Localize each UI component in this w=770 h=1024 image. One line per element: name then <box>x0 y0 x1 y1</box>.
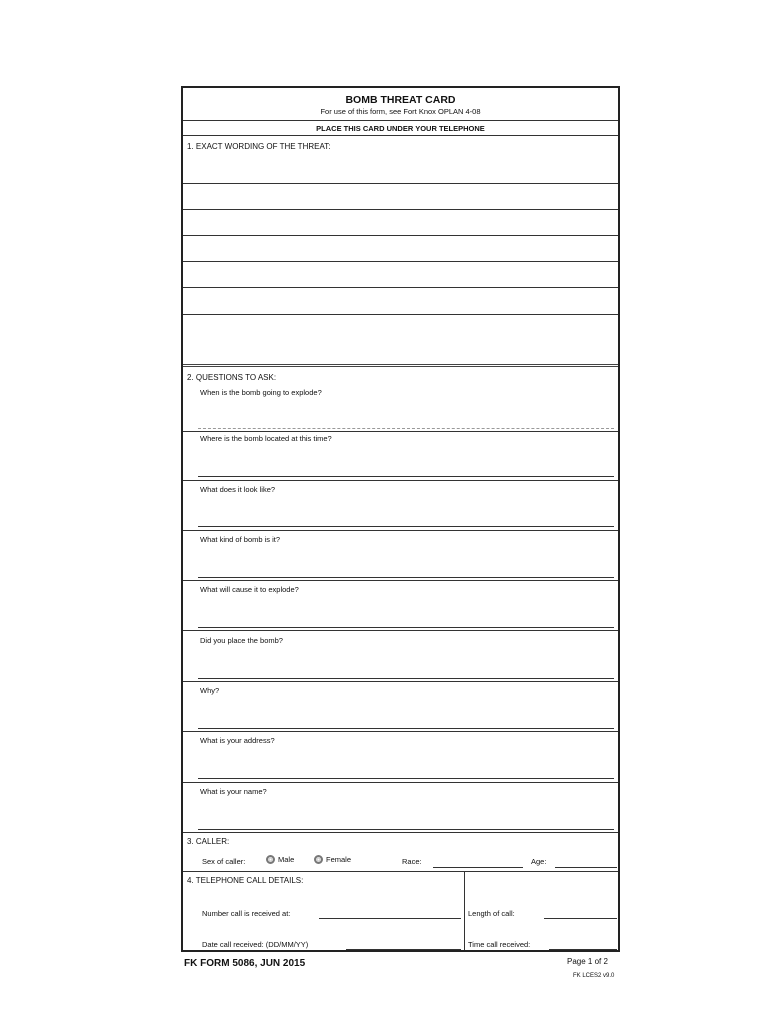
question-name: What is your name? <box>200 787 267 796</box>
section3-label: 3. CALLER: <box>187 837 230 846</box>
answer-look-line[interactable] <box>198 526 614 527</box>
section1-label: 1. EXACT WORDING OF THE THREAT: <box>187 142 331 151</box>
race-field[interactable] <box>433 867 523 868</box>
form-id: FK FORM 5086, JUN 2015 <box>184 958 306 969</box>
section-divider <box>183 364 618 367</box>
length-of-call-field[interactable] <box>544 918 617 919</box>
threat-line-4[interactable] <box>183 261 618 262</box>
female-option[interactable] <box>314 855 351 864</box>
question-when: When is the bomb going to explode? <box>200 388 322 397</box>
date-received-field[interactable] <box>346 949 461 950</box>
form-title: BOMB THREAT CARD <box>345 94 456 106</box>
divider <box>183 832 618 833</box>
section4-label: 4. TELEPHONE CALL DETAILS: <box>187 876 304 885</box>
question-address: What is your address? <box>200 736 275 745</box>
answer-kind-line[interactable] <box>198 577 614 578</box>
length-of-call-label: Length of call: <box>468 909 515 918</box>
form-version: FK LCES2 v9.0 <box>573 973 615 979</box>
answer-where-line[interactable] <box>198 476 614 477</box>
divider <box>183 480 618 481</box>
instruction-band: PLACE THIS CARD UNDER YOUR TELEPHONE <box>316 124 485 133</box>
time-received-field[interactable] <box>549 949 617 950</box>
threat-line-6[interactable] <box>183 314 618 315</box>
age-field[interactable] <box>555 867 617 868</box>
column-divider <box>464 871 465 950</box>
threat-line-2[interactable] <box>183 209 618 210</box>
form-subtitle: For use of this form, see Fort Knox OPLAN 4-08 <box>320 107 481 116</box>
answer-cause-line[interactable] <box>198 627 614 628</box>
male-option[interactable] <box>266 855 294 864</box>
answer-when-line[interactable] <box>198 428 614 429</box>
bomb-threat-card-form <box>181 86 620 952</box>
divider <box>183 871 618 872</box>
page-number: Page 1 of 2 <box>567 957 608 966</box>
divider <box>183 120 618 121</box>
answer-address-line[interactable] <box>198 778 614 779</box>
divider <box>183 681 618 682</box>
divider <box>183 530 618 531</box>
question-look: What does it look like? <box>200 485 276 494</box>
threat-line-1[interactable] <box>183 183 618 184</box>
question-why: Why? <box>200 686 220 695</box>
male-radio[interactable] <box>266 855 275 864</box>
male-label: Male <box>278 855 295 864</box>
question-cause: What will cause it to explode? <box>200 585 299 594</box>
female-label: Female <box>326 855 352 864</box>
divider <box>183 135 618 136</box>
number-received-label: Number call is received at: <box>202 909 291 918</box>
section2-label: 2. QUESTIONS TO ASK: <box>187 373 277 382</box>
date-received-label: Date call received: (DD/MM/YY) <box>202 940 309 949</box>
threat-line-5[interactable] <box>183 287 618 288</box>
answer-name-line[interactable] <box>198 829 614 830</box>
number-received-field[interactable] <box>319 918 461 919</box>
answer-why-line[interactable] <box>198 728 614 729</box>
divider <box>183 782 618 783</box>
divider <box>183 580 618 581</box>
question-where: Where is the bomb located at this time? <box>200 434 332 443</box>
answer-place-line[interactable] <box>198 678 614 679</box>
question-place: Did you place the bomb? <box>200 636 283 645</box>
threat-line-3[interactable] <box>183 235 618 236</box>
age-label: Age: <box>531 857 547 866</box>
divider <box>183 630 618 631</box>
question-kind: What kind of bomb is it? <box>200 535 281 544</box>
divider <box>183 431 618 432</box>
time-received-label: Time call received: <box>468 940 531 949</box>
female-radio[interactable] <box>314 855 323 864</box>
race-label: Race: <box>402 857 422 866</box>
divider <box>183 731 618 732</box>
sex-of-caller-label: Sex of caller: <box>202 857 246 866</box>
